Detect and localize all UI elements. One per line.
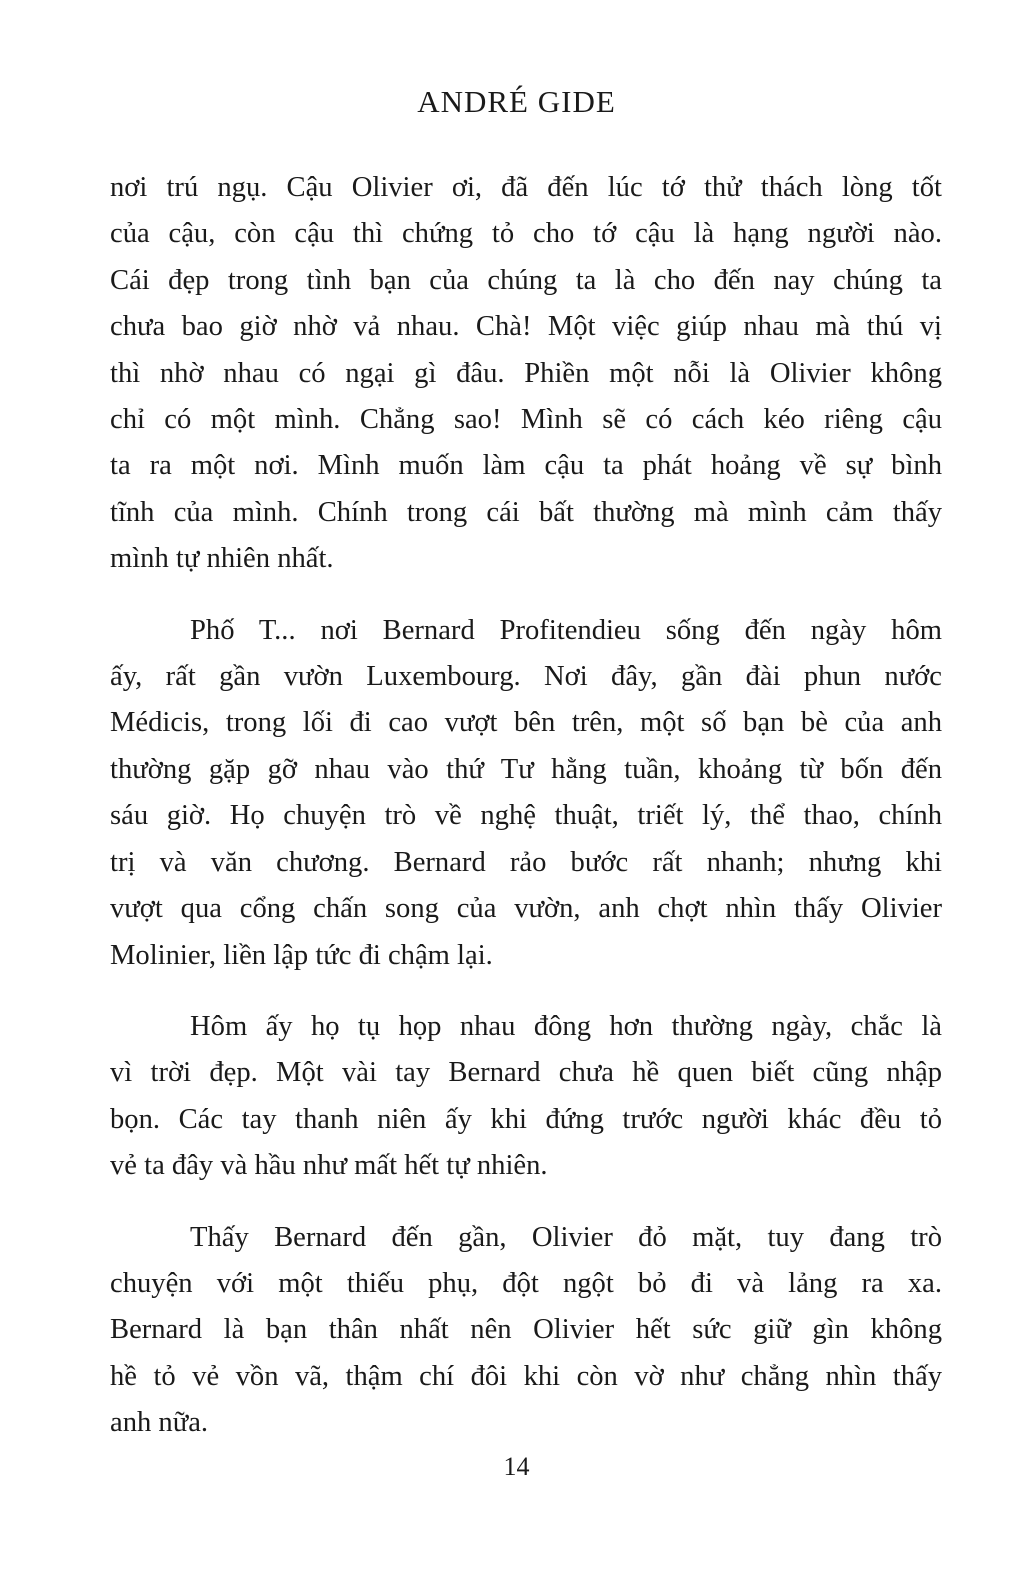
text-line: Molinier, liền lập tức đi chậm lại. xyxy=(110,939,493,971)
text-line: ấy, rất gần vườn Luxembourg. Nơi đây, gần đài phun nước xyxy=(110,661,942,693)
paragraph xyxy=(110,1004,942,1190)
text-line: trị và văn chương. Bernard rảo bước rất nhanh; nhưng khi xyxy=(110,846,942,878)
text-line: sáu giờ. Họ chuyện trò về nghệ thuật, triết lý, thể thao, chính xyxy=(110,800,942,832)
text-line: của cậu, còn cậu thì chứng tỏ cho tớ cậu là hạng người nào. xyxy=(110,218,942,250)
text-line: ta ra một nơi. Mình muốn làm cậu ta phát hoảng về sự bình xyxy=(110,450,942,482)
text-line: vì trời đẹp. Một vài tay Bernard chưa hề quen biết cũng nhập xyxy=(110,1057,942,1089)
text-line: thường gặp gỡ nhau vào thứ Tư hằng tuần, khoảng từ bốn đến xyxy=(110,753,942,785)
text-line: Bernard là bạn thân nhất nên Olivier hết sức giữ gìn không xyxy=(110,1314,942,1346)
running-header-title: ANDRÉ GIDE xyxy=(417,84,616,119)
page-number: 14 xyxy=(503,1452,530,1481)
paragraph xyxy=(110,608,942,979)
text-line: tĩnh của mình. Chính trong cái bất thường mà mình cảm thấy xyxy=(110,496,942,528)
text-line: Phố T... nơi Bernard Profitendieu sống đến ngày hôm xyxy=(190,614,942,646)
text-line: vượt qua cổng chấn song của vườn, anh chợt nhìn thấy Olivier xyxy=(110,893,942,925)
text-line: chưa bao giờ nhờ vả nhau. Chà! Một việc giúp nhau mà thú vị xyxy=(110,311,942,343)
text-line: Thấy Bernard đến gần, Olivier đỏ mặt, tuy đang trò xyxy=(190,1221,942,1253)
text-line: anh nữa. xyxy=(110,1407,209,1439)
text-line: Médicis, trong lối đi cao vượt bên trên, một số bạn bè của anh xyxy=(110,707,942,739)
paragraph xyxy=(110,1215,942,1447)
text-line: nơi trú ngụ. Cậu Olivier ơi, đã đến lúc tớ thử thách lòng tốt xyxy=(110,172,942,203)
text-line: thì nhờ nhau có ngại gì đâu. Phiền một nỗi là Olivier không xyxy=(110,357,942,389)
text-line: chỉ có một mình. Chẳng sao! Mình sẽ có cách kéo riêng cậu xyxy=(110,404,942,436)
page-body-text xyxy=(110,165,942,1472)
text-line: Cái đẹp trong tình bạn của chúng ta là cho đến nay chúng ta xyxy=(110,264,942,296)
paragraph xyxy=(110,165,942,583)
text-line: vẻ ta đây và hầu như mất hết tự nhiên. xyxy=(110,1150,548,1182)
text-line: mình tự nhiên nhất. xyxy=(110,543,334,575)
text-line: bọn. Các tay thanh niên ấy khi đứng trước người khác đều tỏ xyxy=(110,1103,942,1135)
text-line: Hôm ấy họ tụ họp nhau đông hơn thường ngày, chắc là xyxy=(190,1010,942,1042)
text-line: hề tỏ vẻ vồn vã, thậm chí đôi khi còn vờ như chẳng nhìn thấy xyxy=(110,1360,942,1392)
text-line: chuyện với một thiếu phụ, đột ngột bỏ đi và lảng ra xa. xyxy=(110,1267,942,1299)
